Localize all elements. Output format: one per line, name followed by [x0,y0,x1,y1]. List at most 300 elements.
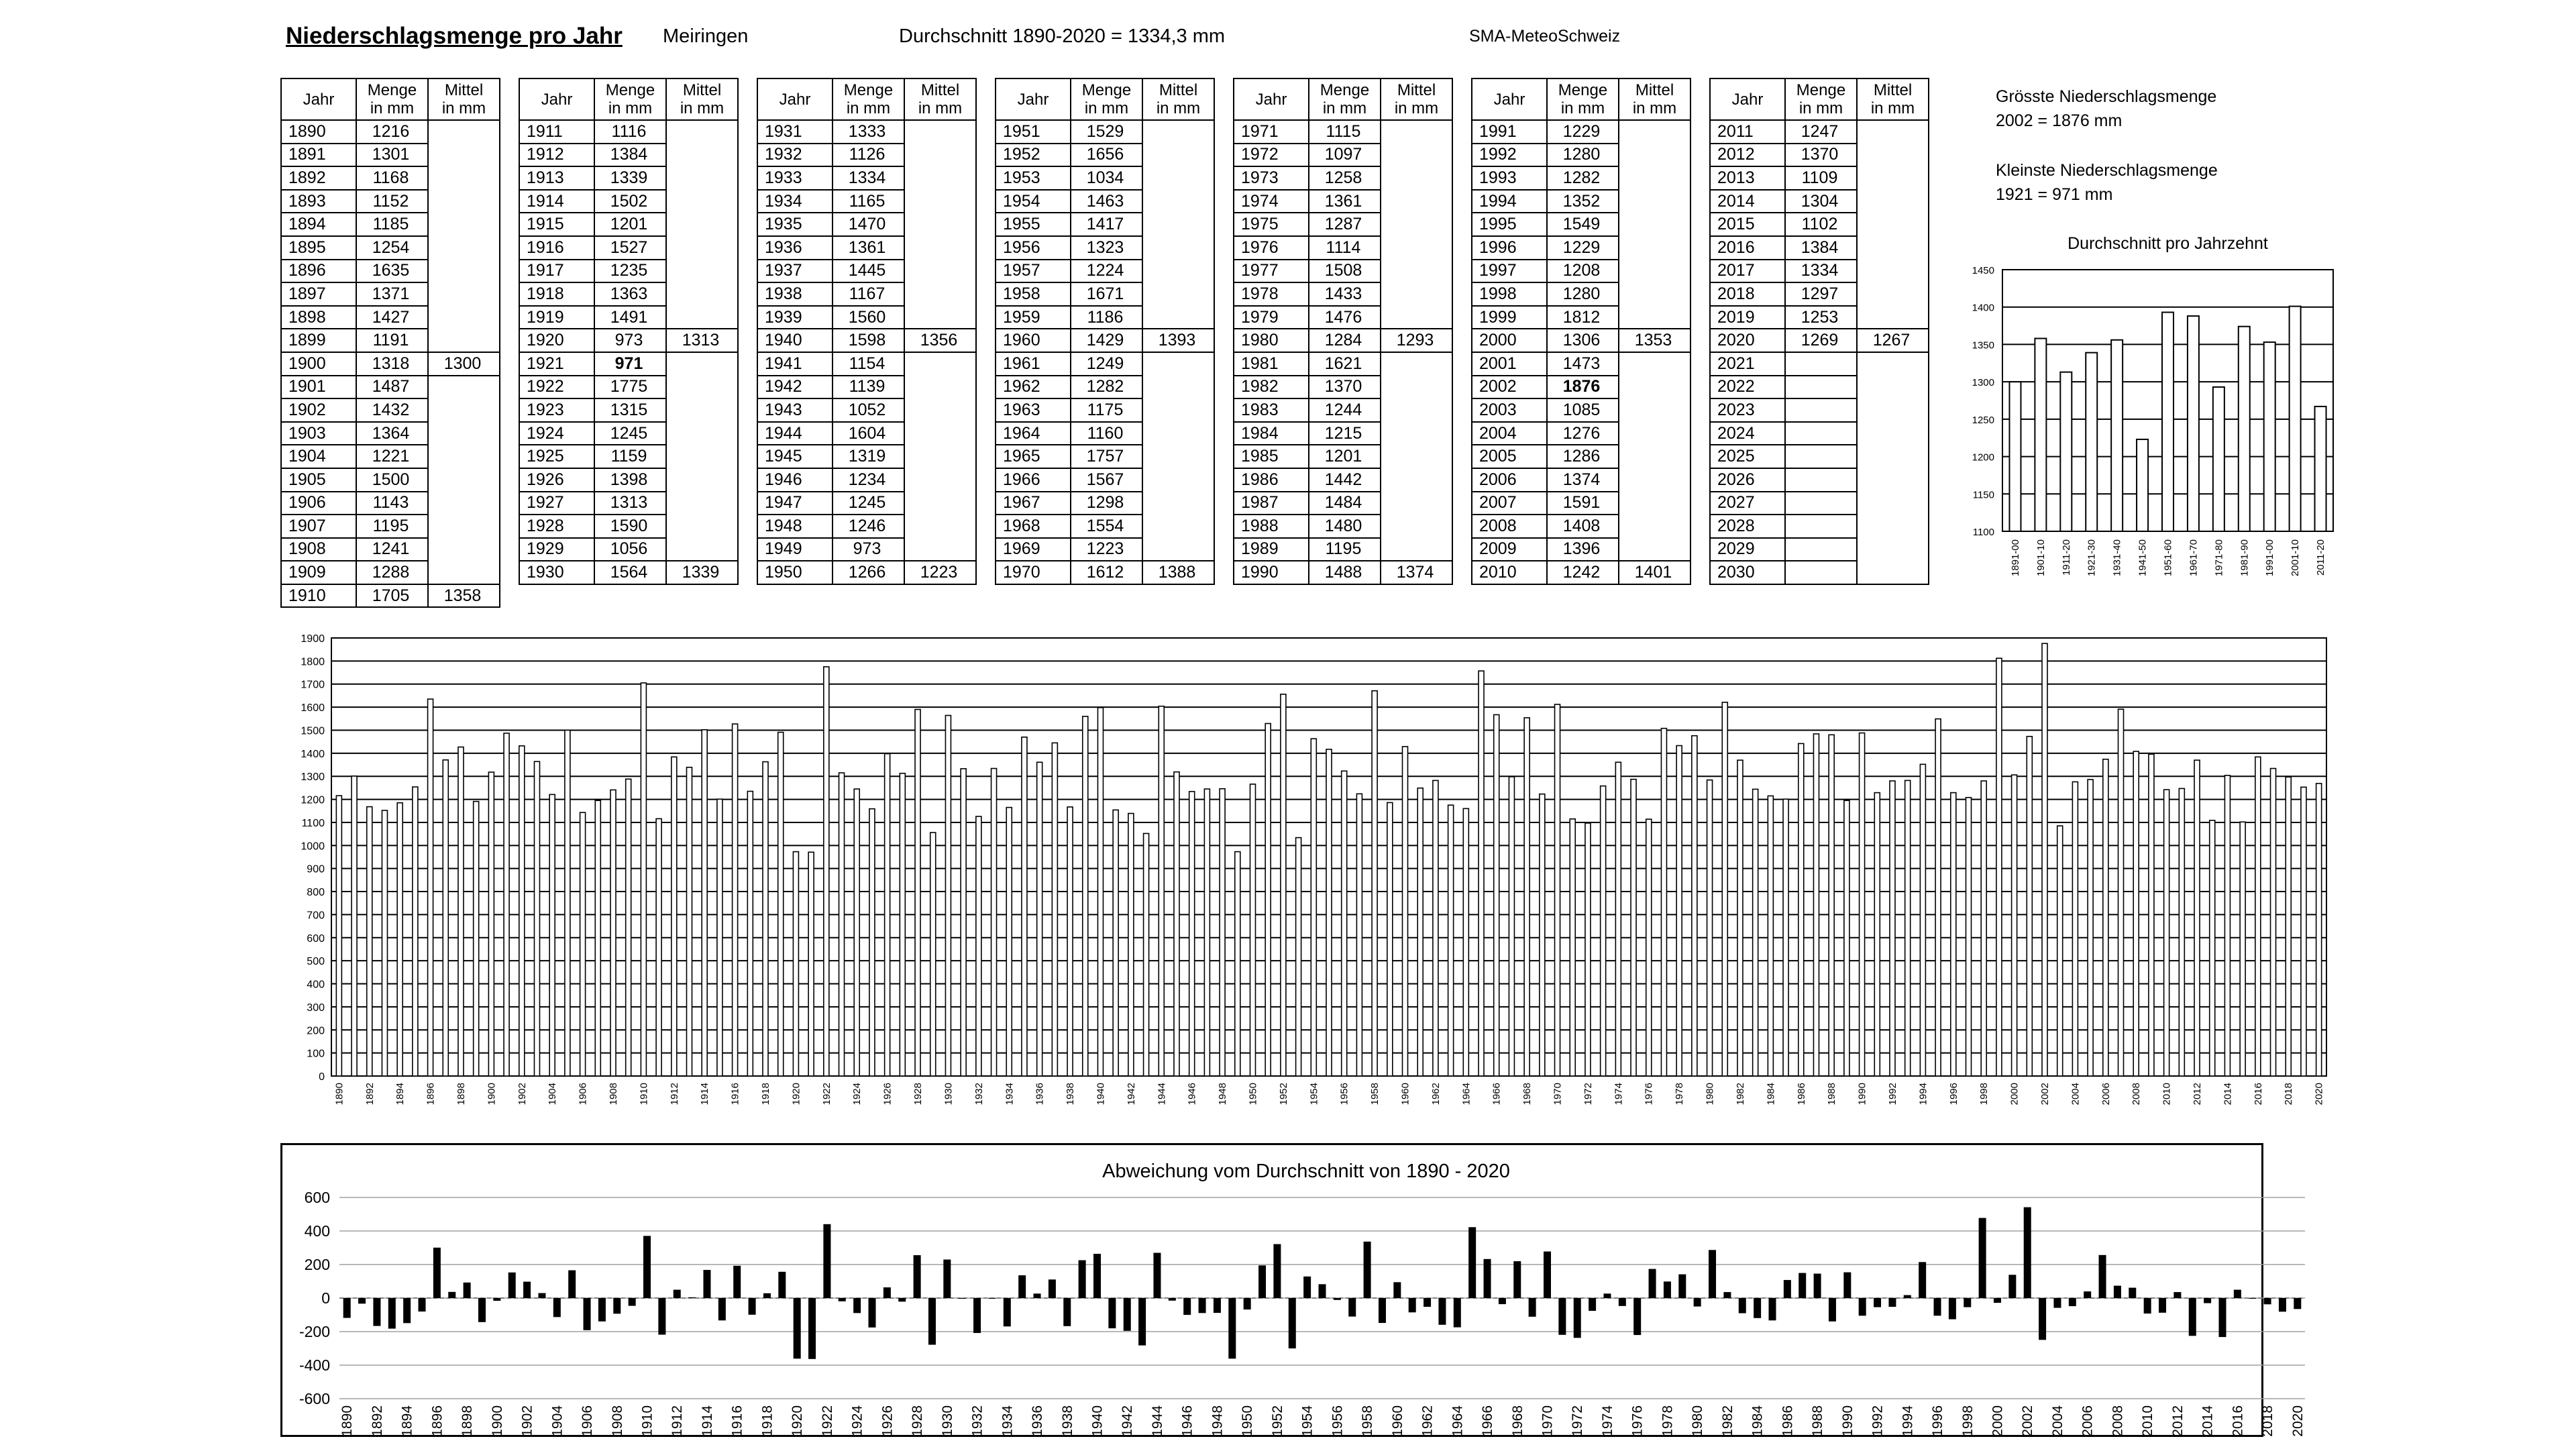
year-cell: 1968 [996,515,1071,538]
header-line: in mm [370,99,415,117]
x-tick-label: 1986 [1780,1405,1796,1437]
x-tick-label: 1946 [1179,1405,1195,1437]
year-cell: 2016 [1710,236,1785,260]
x-tick-label: 1972 [1570,1405,1586,1437]
x-tick-label: 1954 [1299,1405,1316,1437]
y-tick-label: 1600 [301,702,325,714]
amount-cell: 1229 [1547,236,1619,260]
deviation-bar [1409,1298,1416,1312]
year-cell: 1955 [996,213,1071,236]
page-title: Niederschlagsmenge pro Jahr [286,23,623,49]
amount-cell: 1195 [1309,538,1381,561]
year-cell: 2009 [1472,538,1547,561]
y-tick-label: 1500 [301,725,325,737]
x-tick-label: 1961-70 [2188,539,2200,577]
y-tick-label: 400 [304,1222,330,1240]
deviation-bar [733,1266,741,1298]
deviation-bar [1004,1298,1011,1326]
deviation-bar [1228,1298,1236,1358]
year-cell: 1987 [1234,492,1309,515]
amount-cell: 1319 [833,445,904,468]
year-cell: 1905 [281,468,356,492]
deviation-bar [2099,1255,2106,1298]
x-tick-label: 1902 [519,1405,535,1437]
amount-cell: 1191 [356,329,428,352]
x-tick-label: 2008 [2131,1083,2143,1106]
header-line: Mittel [1873,81,1913,99]
year-cell: 1937 [757,260,833,283]
deviation-chart-title: Abweichung vom Durchschnitt von 1890 - 2020 [1102,1161,1510,1182]
amount-cell: 1427 [356,306,428,329]
amount-cell: 1244 [1309,398,1381,422]
x-tick-label: 1978 [1660,1405,1676,1437]
x-tick-label: 2016 [2252,1083,2264,1106]
deviation-bar [1994,1298,2001,1303]
deviation-bar [1303,1277,1311,1298]
header-line: Mittel [682,81,722,99]
deviation-bar [1319,1284,1326,1298]
amount-cell: 1221 [356,445,428,468]
y-tick-label: 0 [319,1071,325,1083]
year-cell: 1965 [996,445,1071,468]
year-cell: 1991 [1472,120,1547,144]
year-cell: 1928 [519,515,594,538]
year-cell: 1961 [996,352,1071,376]
amount-cell: 1102 [1785,213,1857,236]
amount-cell: 1371 [356,282,428,306]
year-cell: 1946 [757,468,833,492]
x-tick-label: 1916 [729,1405,745,1437]
year-cell: 1970 [996,561,1071,584]
deviation-bar [1934,1298,1941,1316]
amount-cell: 1554 [1071,515,1142,538]
year-cell: 1938 [757,282,833,306]
deviation-bar [869,1298,876,1328]
amount-cell: 1242 [1547,561,1619,584]
y-tick-label: 0 [321,1289,330,1307]
y-tick-label: 500 [307,956,325,968]
amount-cell: 1323 [1071,236,1142,260]
y-tick-label: 700 [307,910,325,922]
amount-cell: 1621 [1309,352,1381,376]
amount-cell: 1116 [594,120,666,144]
x-tick-label: 1992 [1886,1083,1898,1106]
x-tick-label: 1998 [1978,1083,1990,1106]
year-cell: 1963 [996,398,1071,422]
amount-cell: 1473 [1547,352,1619,376]
deviation-bar [2053,1298,2061,1308]
x-tick-label: 1924 [849,1405,865,1437]
x-tick-label: 1958 [1360,1405,1376,1437]
deviation-bar [1574,1298,1581,1338]
year-cell: 1893 [281,190,356,213]
x-tick-label: 1934 [1000,1405,1016,1437]
year-cell: 1954 [996,190,1071,213]
deviation-bar [2039,1298,2046,1340]
header-line: in mm [1799,99,1843,117]
year-cell: 1944 [757,422,833,445]
year-cell: 1960 [996,329,1071,352]
x-tick-label: 1976 [1629,1405,1646,1437]
deviation-bar [1364,1242,1371,1298]
amount-cell: 1304 [1785,190,1857,213]
amount-cell: 1245 [833,492,904,515]
year-cell: 1943 [757,398,833,422]
x-tick-label: 2016 [2230,1405,2246,1437]
deviation-bar [2234,1290,2241,1298]
amount-cell: 1208 [1547,260,1619,283]
year-cell: 2013 [1710,166,1785,190]
x-tick-label: 2020 [2313,1083,2325,1106]
amount-cell: 1363 [594,282,666,306]
amount-cell: 1269 [1785,329,1857,352]
x-tick-label: 1932 [973,1083,985,1106]
year-cell: 1918 [519,282,594,306]
amount-cell: 1056 [594,538,666,561]
year-cell: 1939 [757,306,833,329]
min-label: Kleinste Niederschlagsmenge [1996,161,2218,180]
x-tick-label: 1956 [1338,1083,1350,1106]
amount-cell: 1318 [356,352,428,376]
amount-cell: 1775 [594,376,666,399]
x-tick-label: 1966 [1480,1405,1496,1437]
year-cell: 1920 [519,329,594,352]
year-cell: 1892 [281,166,356,190]
year-cell: 2008 [1472,515,1547,538]
deviation-bar [1379,1298,1386,1323]
deviation-bar [629,1298,636,1306]
x-tick-label: 1970 [1540,1405,1556,1437]
x-tick-label: 1930 [943,1083,955,1106]
mean-cell: 1339 [666,561,738,584]
header-line: in mm [680,99,724,117]
amount-cell: 1201 [1309,445,1381,468]
year-cell: 1945 [757,445,833,468]
x-tick-label: 1914 [699,1083,711,1106]
x-tick-label: 1931-40 [2111,539,2123,577]
x-tick-label: 1912 [669,1405,686,1437]
amount-cell: 1374 [1547,468,1619,492]
deviation-bar [613,1298,621,1313]
amount-cell: 1334 [1785,260,1857,283]
year-cell: 1948 [757,515,833,538]
x-tick-label: 1988 [1810,1405,1826,1437]
amount-cell: 1480 [1309,515,1381,538]
x-tick-label: 1926 [881,1083,894,1106]
year-cell: 1999 [1472,306,1547,329]
year-cell: 1916 [519,236,594,260]
x-tick-label: 1901-10 [2035,539,2047,577]
year-cell: 2003 [1472,398,1547,422]
deviation-bar [1049,1279,1056,1298]
deviation-bar [1979,1218,1986,1298]
deviation-bar [2218,1298,2226,1337]
year-cell: 1926 [519,468,594,492]
header-line: Jahr [779,90,811,109]
deviation-bar [1273,1244,1281,1298]
year-cell: 1957 [996,260,1071,283]
year-cell: 1904 [281,445,356,468]
year-cell: 1966 [996,468,1071,492]
y-tick-label: 1200 [1972,451,1994,464]
deviation-bar [1424,1298,1431,1307]
mean-cell: 1223 [904,561,976,584]
x-tick-label: 1950 [1247,1083,1259,1106]
amount-cell: 1361 [1309,190,1381,213]
x-tick-label: 1924 [851,1083,863,1106]
year-cell: 1922 [519,376,594,399]
amount-cell: 1500 [356,468,428,492]
year-cell: 1959 [996,306,1071,329]
deviation-bar [1603,1293,1611,1298]
x-tick-label: 1970 [1552,1083,1564,1106]
amount-cell: 1370 [1785,144,1857,167]
year-cell: 1977 [1234,260,1309,283]
year-cell: 1914 [519,190,594,213]
year-cell: 1994 [1472,190,1547,213]
mean-cell: 1353 [1619,329,1690,352]
deviation-bar [1919,1262,1926,1298]
deviation-bar [598,1298,606,1322]
amount-cell: 1109 [1785,166,1857,190]
y-tick-label: 1200 [301,794,325,806]
year-cell: 1967 [996,492,1071,515]
deviation-bar [1544,1252,1551,1298]
x-tick-label: 2018 [2260,1405,2276,1437]
x-tick-label: 1890 [333,1083,345,1106]
x-tick-label: 1962 [1419,1405,1436,1437]
x-tick-label: 1991-00 [2264,539,2276,577]
x-tick-label: 1936 [1034,1083,1046,1106]
x-tick-label: 1948 [1210,1405,1226,1437]
deviation-bar [839,1298,846,1301]
amount-cell: 1370 [1309,376,1381,399]
year-cell: 1910 [281,584,356,608]
deviation-bar [1153,1253,1161,1298]
year-cell: 1962 [996,376,1071,399]
x-tick-label: 1892 [364,1083,376,1106]
deviation-bar [1138,1298,1146,1346]
year-cell: 2015 [1710,213,1785,236]
y-tick-label: 1350 [1972,339,1994,352]
deviation-bar [1258,1265,1266,1298]
amount-cell: 1235 [594,260,666,283]
x-tick-label: 2010 [2140,1405,2156,1437]
overall-average: Durchschnitt 1890-2020 = 1334,3 mm [899,25,1226,47]
header-line: in mm [1560,99,1605,117]
year-cell: 1956 [996,236,1071,260]
year-cell: 1934 [757,190,833,213]
amount-cell: 1185 [356,213,428,236]
y-tick-label: 1100 [301,817,325,829]
year-cell: 1941 [757,352,833,376]
x-tick-label: 1894 [394,1083,407,1106]
amount-cell: 1598 [833,329,904,352]
year-cell: 2029 [1710,538,1785,561]
amount-cell: 1671 [1071,282,1142,306]
year-cell: 1929 [519,538,594,561]
year-cell: 1909 [281,561,356,584]
deviation-bar [2024,1208,2031,1298]
deviation-bar [2159,1298,2166,1313]
y-tick-label: 200 [304,1256,330,1273]
amount-cell: 1442 [1309,468,1381,492]
amount-cell: 1484 [1309,492,1381,515]
year-cell: 2024 [1710,422,1785,445]
amount-cell: 1280 [1547,282,1619,306]
amount-cell: 1339 [594,166,666,190]
x-tick-label: 2014 [2222,1083,2234,1106]
y-tick-label: 1400 [1972,302,1994,314]
x-tick-label: 2020 [2290,1405,2306,1437]
deviation-bar [388,1298,396,1329]
year-cell: 2017 [1710,260,1785,283]
deviation-bar [973,1298,981,1333]
header-line: in mm [1870,99,1915,117]
y-tick-label: 1100 [1972,527,1994,538]
header-line: in mm [1084,99,1129,117]
amount-cell: 1487 [356,376,428,399]
header-line: in mm [1322,99,1367,117]
amount-cell: 1284 [1309,329,1381,352]
year-cell: 1897 [281,282,356,306]
deviation-bar [358,1298,366,1303]
x-tick-label: 1916 [729,1083,741,1106]
deviation-bar [2204,1298,2211,1303]
amount-cell: 1876 [1547,376,1619,399]
year-cell: 2000 [1472,329,1547,352]
x-tick-label: 1936 [1030,1405,1046,1437]
year-cell: 2010 [1472,561,1547,584]
year-cell: 1925 [519,445,594,468]
x-tick-label: 1908 [609,1405,625,1437]
amount-cell: 1154 [833,352,904,376]
year-cell: 1895 [281,236,356,260]
year-cell: 1901 [281,376,356,399]
y-tick-label: 400 [307,979,325,991]
amount-cell: 1266 [833,561,904,584]
deviation-bar [1513,1261,1521,1298]
deviation-bar [1558,1298,1566,1335]
x-tick-label: 1982 [1719,1405,1735,1437]
year-cell: 1931 [757,120,833,144]
amount-cell: 1313 [594,492,666,515]
x-tick-label: 1994 [1917,1083,1929,1106]
deviation-bar [1438,1298,1446,1325]
year-cell: 1900 [281,352,356,376]
x-tick-label: 1904 [547,1083,559,1106]
amount-cell: 1315 [594,398,666,422]
amount-cell: 973 [594,329,666,352]
deviation-bar [1784,1280,1791,1298]
x-tick-label: 1990 [1839,1405,1856,1437]
x-tick-label: 1990 [1856,1083,1868,1106]
year-cell: 1983 [1234,398,1309,422]
deviation-bar [718,1298,726,1320]
mean-cell: 1388 [1142,561,1214,584]
header-line: Menge [843,81,894,99]
x-tick-label: 1922 [819,1405,835,1437]
year-cell: 2028 [1710,515,1785,538]
x-tick-label: 1996 [1930,1405,1946,1437]
x-tick-label: 2004 [2049,1405,2065,1437]
header-line: in mm [441,99,486,117]
x-tick-label: 1920 [790,1405,806,1437]
year-cell: 1988 [1234,515,1309,538]
deviation-bar [1063,1298,1071,1326]
amount-cell: 1301 [356,144,428,167]
x-tick-label: 1964 [1460,1083,1472,1106]
mean-cell: 1300 [428,352,500,376]
deviation-bar [1874,1298,1881,1307]
year-cell: 1978 [1234,282,1309,306]
deviation-bar [1183,1298,1191,1315]
amount-cell: 1352 [1547,190,1619,213]
deviation-bar [1799,1273,1806,1298]
deviation-bar [1904,1295,1911,1298]
deviation-bar [1739,1298,1746,1313]
deviation-bar [1723,1292,1731,1298]
x-tick-label: 1981-90 [2239,539,2251,577]
deviation-bar [1768,1298,1776,1320]
x-tick-label: 1930 [939,1405,955,1437]
x-tick-label: 1941-50 [2137,539,2149,577]
header-line: Jahr [303,90,335,109]
deviation-bar [688,1297,696,1298]
year-cell: 1995 [1472,213,1547,236]
x-tick-label: 1962 [1430,1083,1442,1106]
deviation-bar [1244,1298,1251,1309]
deviation-bar [448,1292,455,1298]
x-tick-label: 1952 [1269,1405,1285,1437]
x-tick-label: 1964 [1450,1405,1466,1437]
year-cell: 1996 [1472,236,1547,260]
min-value: 1921 = 971 mm [1996,185,2113,204]
x-tick-label: 1994 [1900,1405,1916,1437]
year-cell: 1940 [757,329,833,352]
year-cell: 2019 [1710,306,1785,329]
amount-cell: 1560 [833,306,904,329]
deviation-bar [538,1293,545,1298]
deviation-bar [1633,1298,1641,1335]
x-tick-label: 2001-10 [2290,539,2302,577]
amount-cell: 1333 [833,120,904,144]
amount-cell: 1812 [1547,306,1619,329]
year-cell: 1935 [757,213,833,236]
y-tick-label: 600 [307,932,325,945]
year-cell: 2027 [1710,492,1785,515]
x-tick-label: 1966 [1491,1083,1503,1106]
year-cell: 2025 [1710,445,1785,468]
header-line: in mm [918,99,963,117]
y-tick-label: 600 [304,1189,330,1206]
x-tick-label: 1912 [668,1083,680,1106]
amount-cell: 1167 [833,282,904,306]
x-tick-label: 1944 [1149,1405,1165,1437]
amount-cell: 1298 [1071,492,1142,515]
amount-cell: 973 [833,538,904,561]
y-tick-label: 200 [307,1025,325,1037]
deviation-bar [898,1298,906,1301]
x-tick-label: 2014 [2200,1405,2216,1437]
year-cell: 2014 [1710,190,1785,213]
year-cell: 1921 [519,352,594,376]
y-tick-label: 1250 [1972,414,1994,426]
deviation-bar [1348,1298,1356,1317]
x-tick-label: 1998 [1960,1405,1976,1437]
year-cell: 1915 [519,213,594,236]
deviation-bar [493,1298,500,1301]
